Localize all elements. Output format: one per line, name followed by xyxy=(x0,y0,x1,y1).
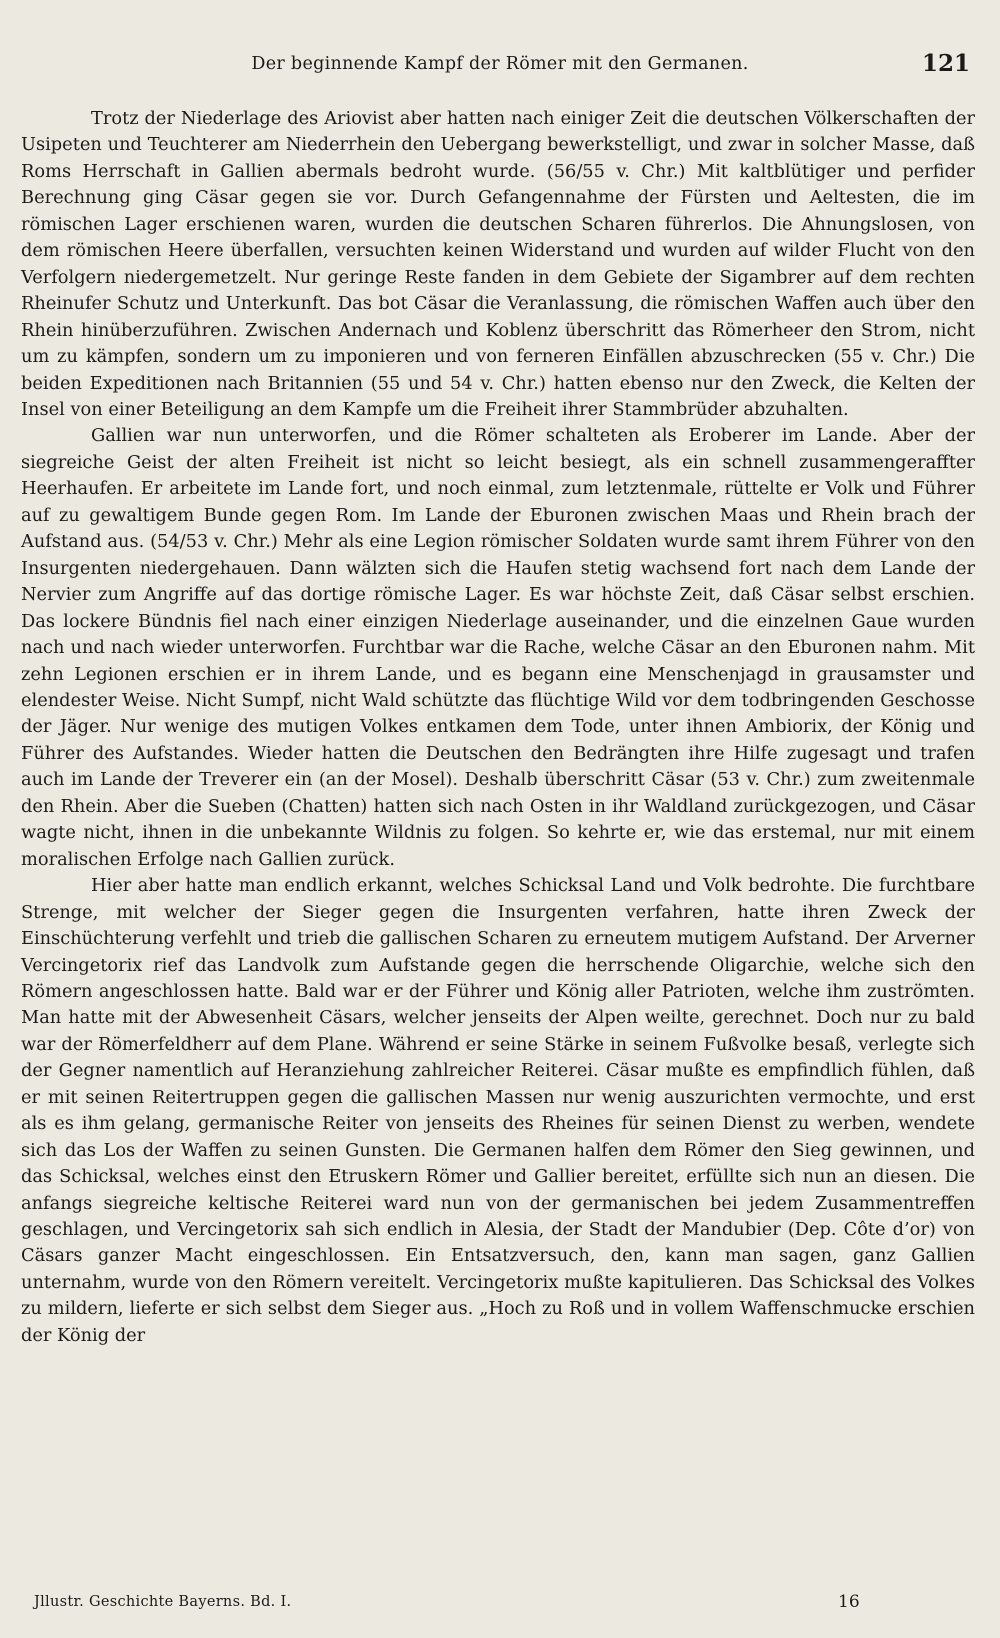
page-footer xyxy=(0,1592,1000,1618)
footer-signature: Jllustr. Geschichte Bayerns. Bd. I. xyxy=(34,1594,292,1610)
running-header xyxy=(0,50,1000,86)
body-text xyxy=(21,106,975,1349)
sheet-number: 16 xyxy=(838,1592,860,1612)
running-head-title: Der beginnende Kampf der Römer mit den Germanen. xyxy=(251,54,749,74)
page-number: 121 xyxy=(921,50,970,77)
paragraph-1: Trotz der Niederlage des Ariovist aber hatten nach einiger Zeit die deutschen Völkerschaften der Usipeten und Teuchterer am Niederrhein den Uebergang bewerkstelligt, und zwar in solcher Masse, daß Roms Herrschaft in Gallien abermals bedroht wurde. (56/55 v. Chr.) Mit kaltblütiger und perfider Berechnung ging Cäsar gegen sie vor. Durch Gefangennahme der Fürsten und Aeltesten, die im römischen Lager erschienen waren, wurden die deutschen Scharen führerlos. Die Ahnungslosen, von dem römischen Heere überfallen, versuchten keinen Widerstand und wurden auf wilder Flucht von den Verfolgern niedergemetzelt. Nur geringe Reste fanden in dem Gebiete der Sigambrer auf dem rechten Rheinufer Schutz und Unterkunft. Das bot Cäsar die Veranlassung, die römischen Waffen auch über den Rhein hinüberzuführen. Zwischen Andernach und Koblenz überschritt das Römerheer den Strom, nicht um zu kämpfen, sondern um zu imponieren und von ferneren Einfällen abzuschrecken (55 v. Chr.) Die beiden Expeditionen nach Britannien (55 und 54 v. Chr.) hatten ebenso nur den Zweck, die Kelten der Insel von einer Beteiligung an dem Kampfe um die Freiheit ihrer Stammbrüder abzuhalten. xyxy=(21,108,975,420)
paragraph-3: Hier aber hatte man endlich erkannt, welches Schicksal Land und Volk bedrohte. Die furchtbare Strenge, mit welcher der Sieger gegen die Insurgenten verfahren, hatte ihren Zweck der Einschüchterung verfehlt und trieb die gallischen Scharen zu erneutem mutigem Aufstand. Der Arverner Vercingetorix rief das Landvolk zum Aufstande gegen die herrschende Oligarchie, welche sich den Römern angeschlossen hatte. Bald war er der Führer und König aller Patrioten, welche ihm zuströmten. Man hatte mit der Abwesenheit Cäsars, welcher jenseits der Alpen weilte, gerechnet. Doch nur zu bald war der Römerfeldherr auf dem Plane. Während er seine Stärke in seinem Fußvolke besaß, verlegte sich der Gegner namentlich auf Heranziehung zahlreicher Reiterei. Cäsar mußte es empfindlich fühlen, daß er mit seinen Reitertruppen gegen die gallischen Massen nur wenig auszurichten vermochte, und erst als es ihm gelang, germanische Reiter von jenseits des Rheines für seinen Dienst zu werben, wendete sich das Los der Waffen zu seinen Gunsten. Die Germanen halfen dem Römer den Sieg gewinnen, und das Schicksal, welches einst den Etruskern Römer und Gallier bereitet, erfüllte sich nun an diesen. Die anfangs siegreiche keltische Reiterei ward nun von der germanischen bei jedem Zusammentreffen geschlagen, und Vercingetorix sah sich endlich in Alesia, der Stadt der Mandubier (Dep. Côte d’or) von Cäsars ganzer Macht eingeschlossen. Ein Entsatzversuch, den, kann man sagen, ganz Gallien unternahm, wurde von den Römern vereitelt. Vercingetorix mußte kapitulieren. Das Schicksal des Volkes zu mildern, lieferte er sich selbst dem Sieger aus. „Hoch zu Roß und in vollem Waffenschmucke erschien der König der xyxy=(21,875,975,1346)
paragraph-2: Gallien war nun unterworfen, und die Römer schalteten als Eroberer im Lande. Aber der siegreiche Geist der alten Freiheit ist nicht so leicht besiegt, als ein schnell zusammengeraffter Heerhaufen. Er arbeitete im Lande fort, und noch einmal, zum letztenmale, rüttelte er Volk und Führer auf zu gewaltigem Bunde gegen Rom. Im Lande der Eburonen zwischen Maas und Rhein brach der Aufstand aus. (54/53 v. Chr.) Mehr als eine Legion römischer Soldaten wurde samt ihrem Führer von den Insurgenten niedergehauen. Dann wälzten sich die Haufen stetig wachsend fort nach dem Lande der Nervier zum Angriffe auf das dortige römische Lager. Es war höchste Zeit, daß Cäsar selbst erschien. Das lockere Bündnis fiel nach einer einzigen Niederlage auseinander, und die einzelnen Gaue wurden nach und nach wieder unterworfen. Furchtbar war die Rache, welche Cäsar an den Eburonen nahm. Mit zehn Legionen erschien er in ihrem Lande, und es begann eine Menschenjagd in grausamster und elendester Weise. Nicht Sumpf, nicht Wald schützte das flüchtige Wild vor dem todbringenden Geschosse der Jäger. Nur wenige des mutigen Volkes entkamen dem Tode, unter ihnen Ambiorix, der König und Führer des Aufstandes. Wieder hatten die Deutschen den Bedrängten ihre Hilfe zugesagt und trafen auch im Lande der Treverer ein (an der Mosel). Deshalb überschritt Cäsar (53 v. Chr.) zum zweitenmale den Rhein. Aber die Sueben (Chatten) hatten sich nach Osten in ihr Waldland zurückgezogen, und Cäsar wagte nicht, ihnen in die unbekannte Wildnis zu folgen. So kehrte er, wie das erstemal, nur mit einem moralischen Erfolge nach Gallien zurück. xyxy=(21,425,975,870)
